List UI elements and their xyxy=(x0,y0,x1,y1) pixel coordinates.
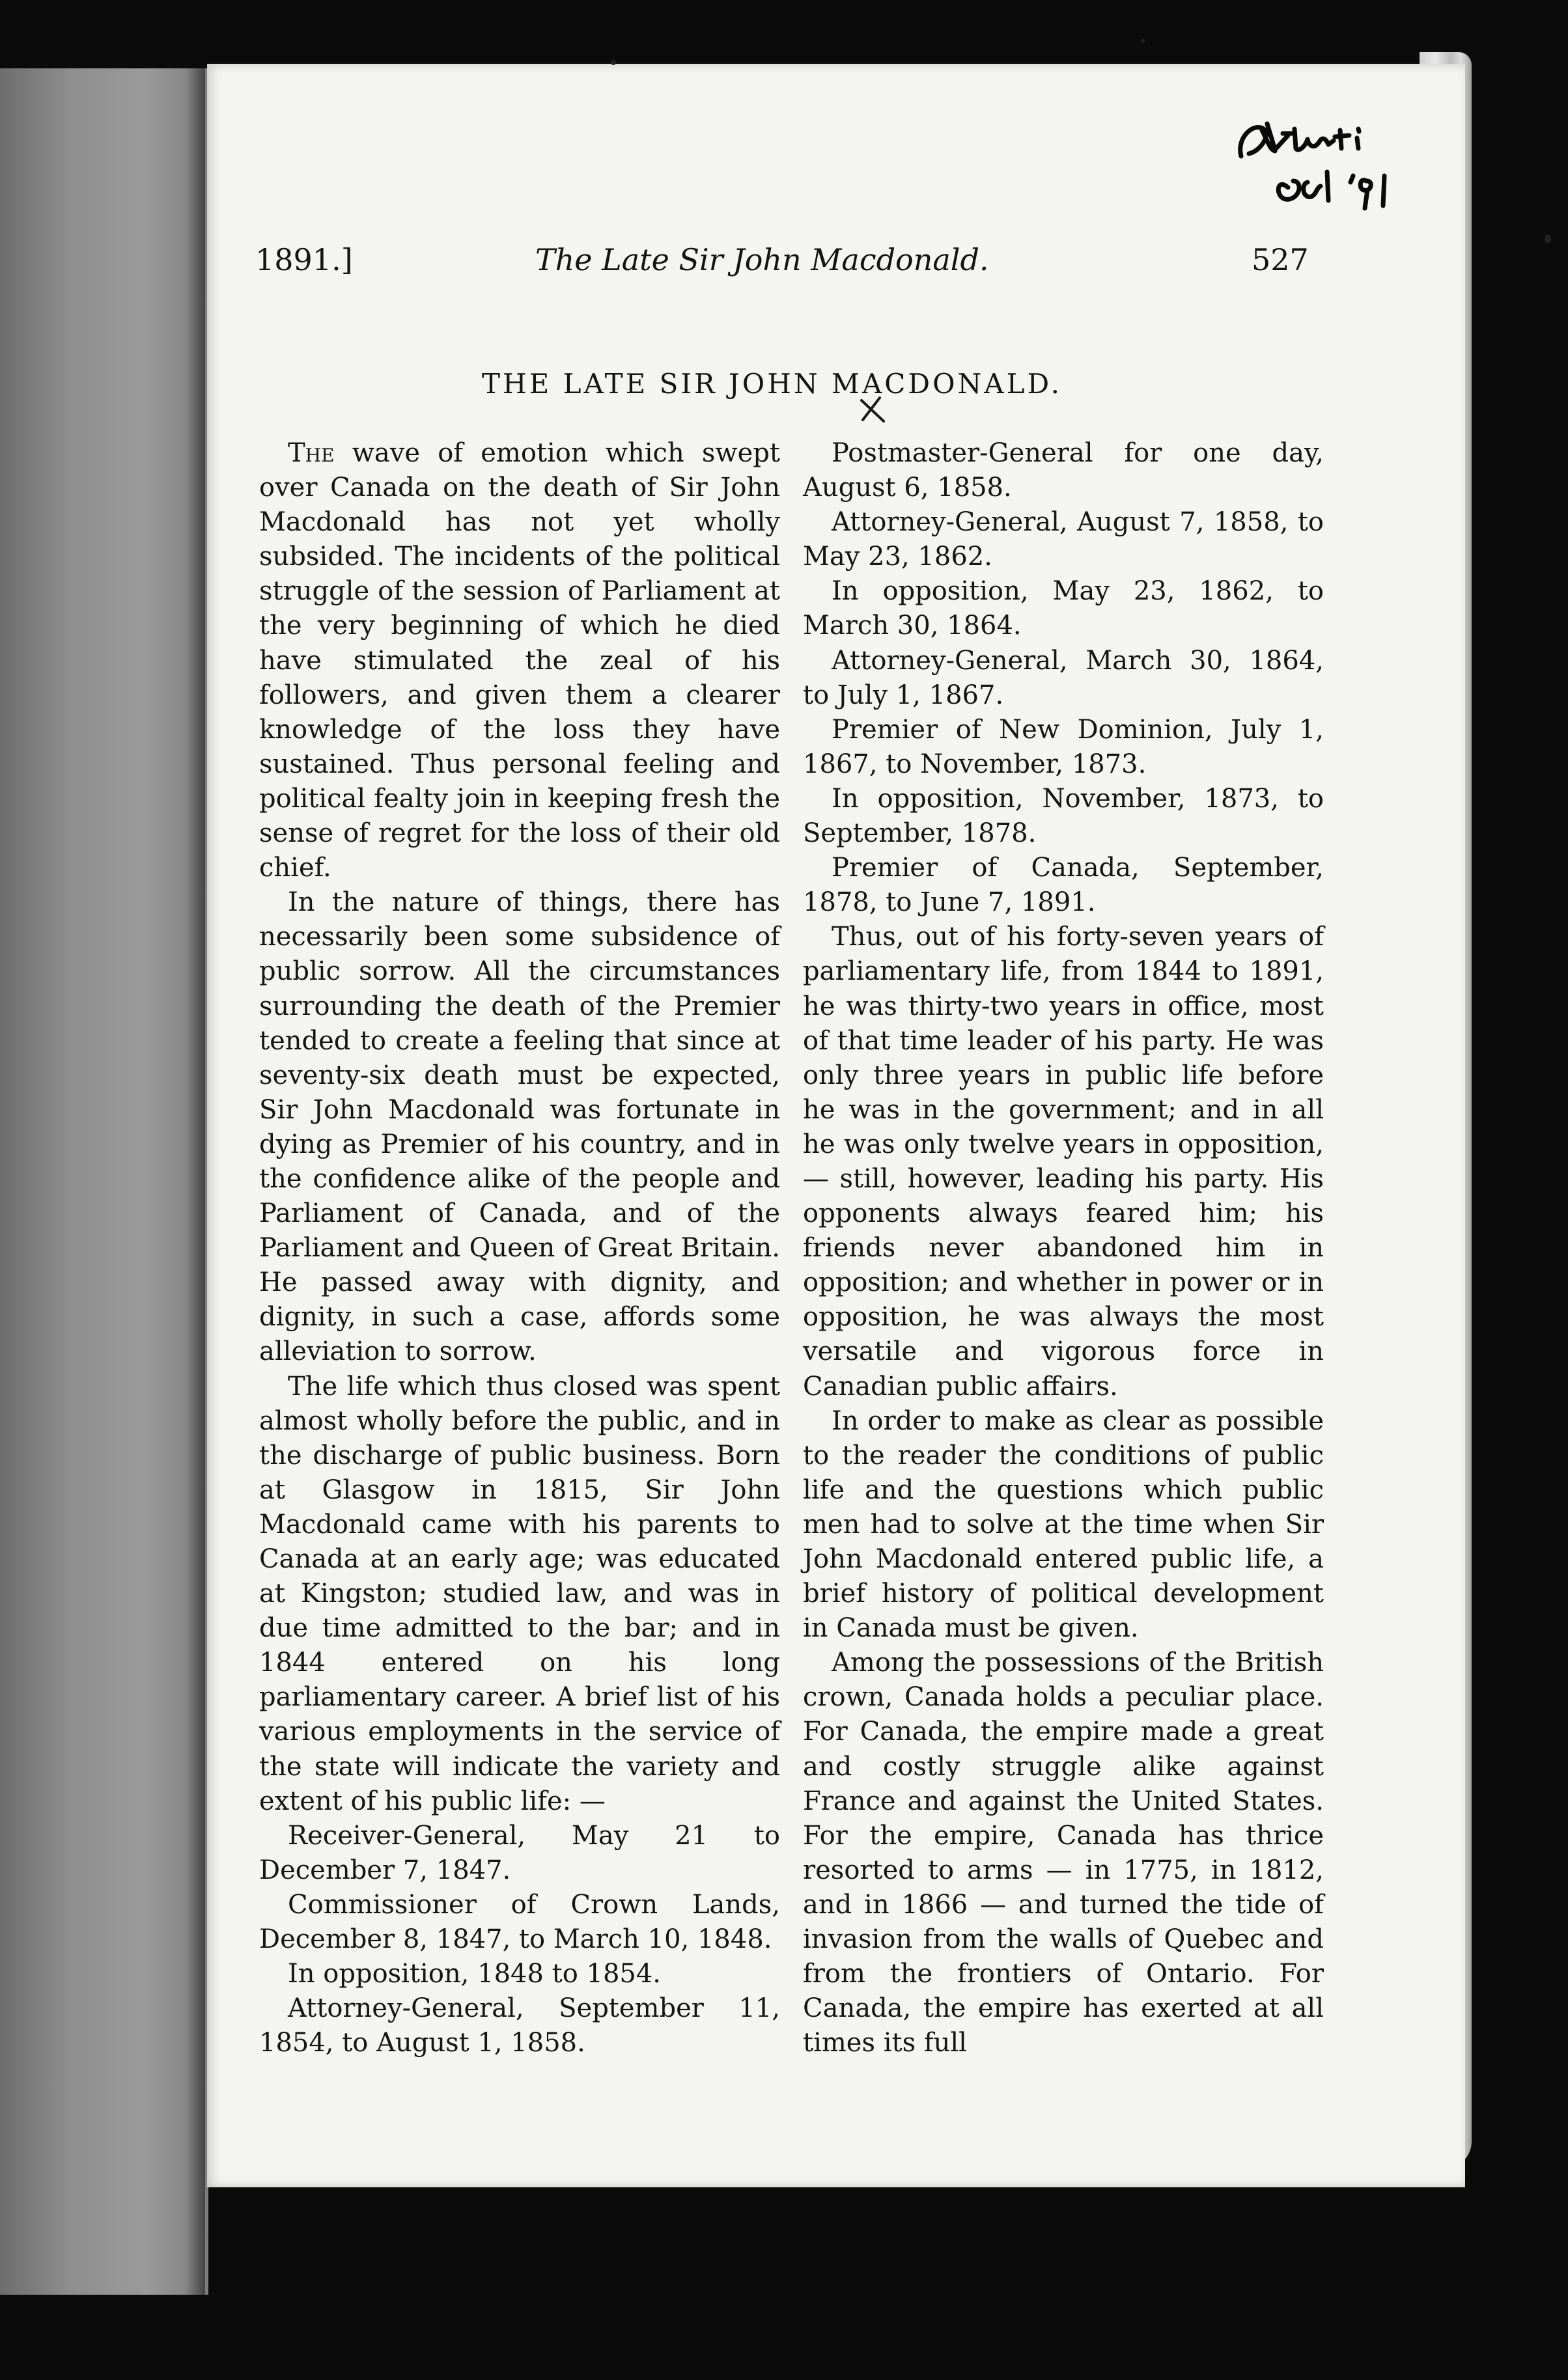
pencil-x-mark-icon xyxy=(856,394,889,426)
header-year: 1891.] xyxy=(255,242,353,277)
paragraph: In order to make as clear as possible to the reader the conditions of public life and the questions which public men had to solve at the time when Sir John Macdonald entered public life, a brief history of political development in Canada must be given. xyxy=(803,1405,1324,1644)
paragraph-text: wave of emotion which swept over Canada on the death of Sir John Macdonald has not yet wholly subsided. The incidents of the political struggle of the session of Parliament at the very beginning of which he died have stimulated the zeal of his followers, and given them a clearer knowledge of the loss they have sustained. Thus personal feeling and political fealty join in keeping fresh the sense of regret for the loss of their old chief. xyxy=(259,438,780,883)
paragraph: The life which thus closed was spent almost wholly before the public, and in the discharge of public business. Born at Glasgow in 1815, Sir John Macdonald came with his parents to Canada at an early age; was educated at Kingston; studied law, and was in due time admitted to the bar; and in 1844 entered on his long parliamentary career. A brief list of his various employments in the service of the state will indicate the variety and extent of his public life: — xyxy=(259,1371,780,1816)
list-entry: Premier of Canada, September, 1878, to June 7, 1891. xyxy=(803,853,1324,918)
list-entry: Attorney-General, September 11, 1854, to August 1, 1858. xyxy=(259,1993,780,2058)
paragraph xyxy=(259,436,780,885)
paragraph: In the nature of things, there has necessarily been some subsidence of public sorrow. All the circumstances surrounding the death of the Premier tended to create a feeling that since at seventy-six death must be expected, Sir John Macdonald was fortunate in dying as Premier of his country, and in the confidence alike of the people and Parliament of Canada, and of the Parliament and Queen of Great Britain. He passed away with dignity, and dignity, in such a case, affords some alleviation to sorrow. xyxy=(259,887,780,1367)
edge-shadow xyxy=(186,68,205,2295)
left-column xyxy=(259,436,780,2060)
list-entry: Postmaster-General for one day, August 6, 1858. xyxy=(803,438,1324,503)
list-entry: In opposition, 1848 to 1854. xyxy=(288,1959,662,1989)
right-column xyxy=(803,436,1324,2060)
drop-lead-word: The xyxy=(288,438,335,468)
list-entry: In opposition, May 23, 1862, to March 30, 1864. xyxy=(803,576,1324,641)
list-entry: In opposition, November, 1873, to September, 1878. xyxy=(803,783,1324,849)
running-header xyxy=(0,242,1568,288)
paragraph: Among the possessions of the British crown, Canada holds a peculiar place. For Canada, the empire made a great and costly struggle alike against France and against the United States. For the empire, Canada has thrice resorted to arms — in 1775, in 1812, and in 1866 — and turned the tide of invasion from the walls of Quebec and from the frontiers of Ontario. For Canada, the empire has exerted at all times its full xyxy=(803,1648,1324,2058)
list-entry: Attorney-General, August 7, 1858, to May 23, 1862. xyxy=(803,507,1324,572)
list-entry: Commissioner of Crown Lands, December 8, 1847, to March 10, 1848. xyxy=(259,1889,780,1955)
scan-speck xyxy=(1545,234,1551,243)
article-title: THE LATE SIR JOHN MACDONALD. xyxy=(482,368,1063,400)
page-number: 527 xyxy=(1252,242,1309,277)
running-title: The Late Sir John Macdonald. xyxy=(535,242,989,277)
paragraph: Thus, out of his forty-seven years of parliamentary life, from 1844 to 1891, he was thirty-two years in office, most of that time leader of his party. He was only three years in public life before he was in the government; and in all he was only twelve years in opposition, — still, however, leading his party. His opponents always feared him; his friends never abandoned him in opposition; and whether in power or in opposition, he was always the most versatile and vigorous force in Canadian public affairs. xyxy=(803,922,1324,1402)
list-entry: Attorney-General, March 30, 1864, to July 1, 1867. xyxy=(803,645,1324,710)
list-entry: Receiver-General, May 21 to December 7, 1847. xyxy=(259,1820,780,1885)
handwritten-note xyxy=(1229,111,1425,215)
book-edge xyxy=(0,68,208,2295)
scan-speck xyxy=(1141,39,1145,43)
scan-speck xyxy=(611,60,616,65)
list-entry: Premier of New Dominion, July 1, 1867, to November, 1873. xyxy=(803,714,1324,779)
